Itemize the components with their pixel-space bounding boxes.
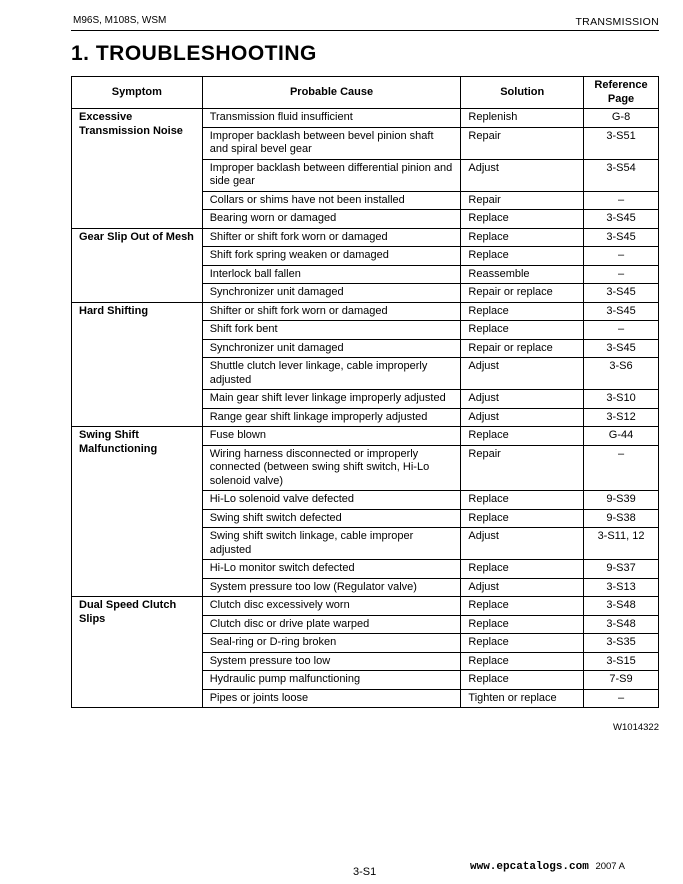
cause-cell: Synchronizer unit damaged — [202, 339, 461, 358]
reference-cell: 3-S54 — [584, 159, 659, 191]
cause-cell: Bearing worn or damaged — [202, 210, 461, 229]
document-code: W1014322 — [613, 722, 659, 733]
solution-cell: Replace — [461, 671, 584, 690]
page-title: 1. TROUBLESHOOTING — [71, 42, 317, 65]
solution-cell: Replace — [461, 615, 584, 634]
table-row — [72, 427, 659, 446]
symptom-cell: Dual Speed Clutch Slips — [72, 597, 203, 708]
cause-cell: Fuse blown — [202, 427, 461, 446]
solution-cell: Replace — [461, 210, 584, 229]
cause-cell: Synchronizer unit damaged — [202, 284, 461, 303]
solution-cell: Adjust — [461, 528, 584, 560]
cause-cell: Improper backlash between differential pinion and side gear — [202, 159, 461, 191]
cause-cell: Interlock ball fallen — [202, 265, 461, 284]
reference-cell: – — [584, 321, 659, 340]
solution-cell: Repair or replace — [461, 339, 584, 358]
cause-cell: Collars or shims have not been installed — [202, 191, 461, 210]
reference-cell: G-44 — [584, 427, 659, 446]
table-row — [72, 597, 659, 616]
symptom-cell: Gear Slip Out of Mesh — [72, 228, 203, 302]
cause-cell: Hi-Lo monitor switch defected — [202, 560, 461, 579]
reference-cell: 3-S10 — [584, 390, 659, 409]
cause-cell: Shifter or shift fork worn or damaged — [202, 302, 461, 321]
table-header-row — [72, 77, 659, 109]
cause-cell: Swing shift switch defected — [202, 509, 461, 528]
solution-cell: Adjust — [461, 578, 584, 597]
cause-cell: System pressure too low — [202, 652, 461, 671]
reference-cell: 3-S35 — [584, 634, 659, 653]
reference-cell: 3-S11, 12 — [584, 528, 659, 560]
troubleshooting-table — [71, 76, 659, 708]
reference-cell: 7-S9 — [584, 671, 659, 690]
cause-cell: System pressure too low (Regulator valve) — [202, 578, 461, 597]
solution-cell: Replace — [461, 634, 584, 653]
reference-cell: 3-S45 — [584, 302, 659, 321]
symptom-cell: Excessive Transmission Noise — [72, 109, 203, 229]
table-row — [72, 109, 659, 128]
solution-cell: Replenish — [461, 109, 584, 128]
solution-cell: Repair or replace — [461, 284, 584, 303]
symptom-cell: Swing Shift Malfunctioning — [72, 427, 203, 597]
header-section: TRANSMISSION — [575, 16, 659, 28]
reference-cell: 3-S13 — [584, 578, 659, 597]
solution-cell: Repair — [461, 445, 584, 491]
solution-cell: Replace — [461, 509, 584, 528]
cause-cell: Shifter or shift fork worn or damaged — [202, 228, 461, 247]
cause-cell: Clutch disc or drive plate warped — [202, 615, 461, 634]
col-reference-page: Reference Page — [584, 77, 659, 109]
reference-cell: 3-S45 — [584, 284, 659, 303]
reference-cell: 3-S48 — [584, 615, 659, 634]
cause-cell: Transmission fluid insufficient — [202, 109, 461, 128]
solution-cell: Replace — [461, 427, 584, 446]
footer-watermark — [470, 861, 625, 873]
reference-cell: 9-S37 — [584, 560, 659, 579]
issue-text: 2007 A — [595, 861, 626, 872]
reference-cell: – — [584, 689, 659, 708]
solution-cell: Replace — [461, 228, 584, 247]
reference-cell: G-8 — [584, 109, 659, 128]
reference-cell: – — [584, 265, 659, 284]
cause-cell: Range gear shift linkage improperly adjusted — [202, 408, 461, 427]
reference-cell: 3-S6 — [584, 358, 659, 390]
reference-cell: 9-S38 — [584, 509, 659, 528]
cause-cell: Main gear shift lever linkage improperly adjusted — [202, 390, 461, 409]
solution-cell: Replace — [461, 321, 584, 340]
cause-cell: Shift fork spring weaken or damaged — [202, 247, 461, 266]
cause-cell: Hydraulic pump malfunctioning — [202, 671, 461, 690]
reference-cell: – — [584, 445, 659, 491]
watermark-text: www.epcatalogs.com — [470, 861, 589, 873]
solution-cell: Adjust — [461, 408, 584, 427]
solution-cell: Repair — [461, 191, 584, 210]
cause-cell: Wiring harness disconnected or improperly connected (between swing shift switch, Hi-Lo solenoid valve) — [202, 445, 461, 491]
reference-cell: – — [584, 247, 659, 266]
reference-cell: 3-S51 — [584, 127, 659, 159]
solution-cell: Adjust — [461, 358, 584, 390]
solution-cell: Reassemble — [461, 265, 584, 284]
solution-cell: Tighten or replace — [461, 689, 584, 708]
solution-cell: Replace — [461, 491, 584, 510]
cause-cell: Clutch disc excessively worn — [202, 597, 461, 616]
cause-cell: Pipes or joints loose — [202, 689, 461, 708]
col-symptom: Symptom — [72, 77, 203, 109]
reference-cell: 3-S45 — [584, 339, 659, 358]
solution-cell: Repair — [461, 127, 584, 159]
cause-cell: Hi-Lo solenoid valve defected — [202, 491, 461, 510]
solution-cell: Replace — [461, 302, 584, 321]
reference-cell: 3-S12 — [584, 408, 659, 427]
header-model: M96S, M108S, WSM — [73, 15, 167, 26]
reference-cell: – — [584, 191, 659, 210]
cause-cell: Swing shift switch linkage, cable improper adjusted — [202, 528, 461, 560]
reference-cell: 3-S45 — [584, 210, 659, 229]
cause-cell: Improper backlash between bevel pinion shaft and spiral bevel gear — [202, 127, 461, 159]
solution-cell: Replace — [461, 597, 584, 616]
solution-cell: Adjust — [461, 390, 584, 409]
solution-cell: Replace — [461, 560, 584, 579]
page-number: 3-S1 — [353, 866, 377, 878]
solution-cell: Replace — [461, 247, 584, 266]
solution-cell: Adjust — [461, 159, 584, 191]
cause-cell: Shuttle clutch lever linkage, cable improperly adjusted — [202, 358, 461, 390]
reference-cell: 3-S45 — [584, 228, 659, 247]
cause-cell: Shift fork bent — [202, 321, 461, 340]
col-probable-cause: Probable Cause — [202, 77, 461, 109]
header-divider — [71, 30, 659, 31]
reference-cell: 3-S15 — [584, 652, 659, 671]
solution-cell: Replace — [461, 652, 584, 671]
col-solution: Solution — [461, 77, 584, 109]
symptom-cell: Hard Shifting — [72, 302, 203, 427]
reference-cell: 9-S39 — [584, 491, 659, 510]
cause-cell: Seal-ring or D-ring broken — [202, 634, 461, 653]
table-row — [72, 228, 659, 247]
table-row — [72, 302, 659, 321]
reference-cell: 3-S48 — [584, 597, 659, 616]
